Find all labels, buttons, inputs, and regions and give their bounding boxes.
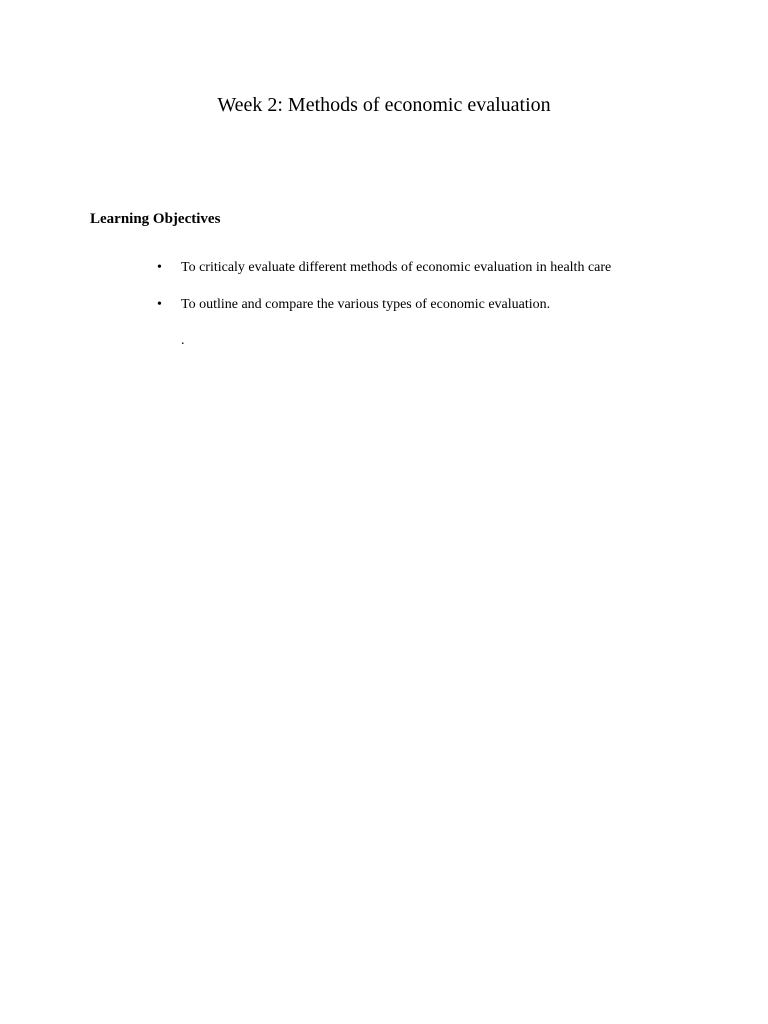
section-heading-learning-objectives: Learning Objectives [90,211,221,227]
bullet-icon: • [157,297,162,312]
bullet-icon: • [157,260,162,275]
trailing-period: . [181,333,185,348]
objective-text: To outline and compare the various types of economic evaluation. [181,297,551,312]
objective-text: To criticaly evaluate different methods of economic evaluation in health care [181,260,612,275]
page-title: Week 2: Methods of economic evaluation [217,94,551,116]
